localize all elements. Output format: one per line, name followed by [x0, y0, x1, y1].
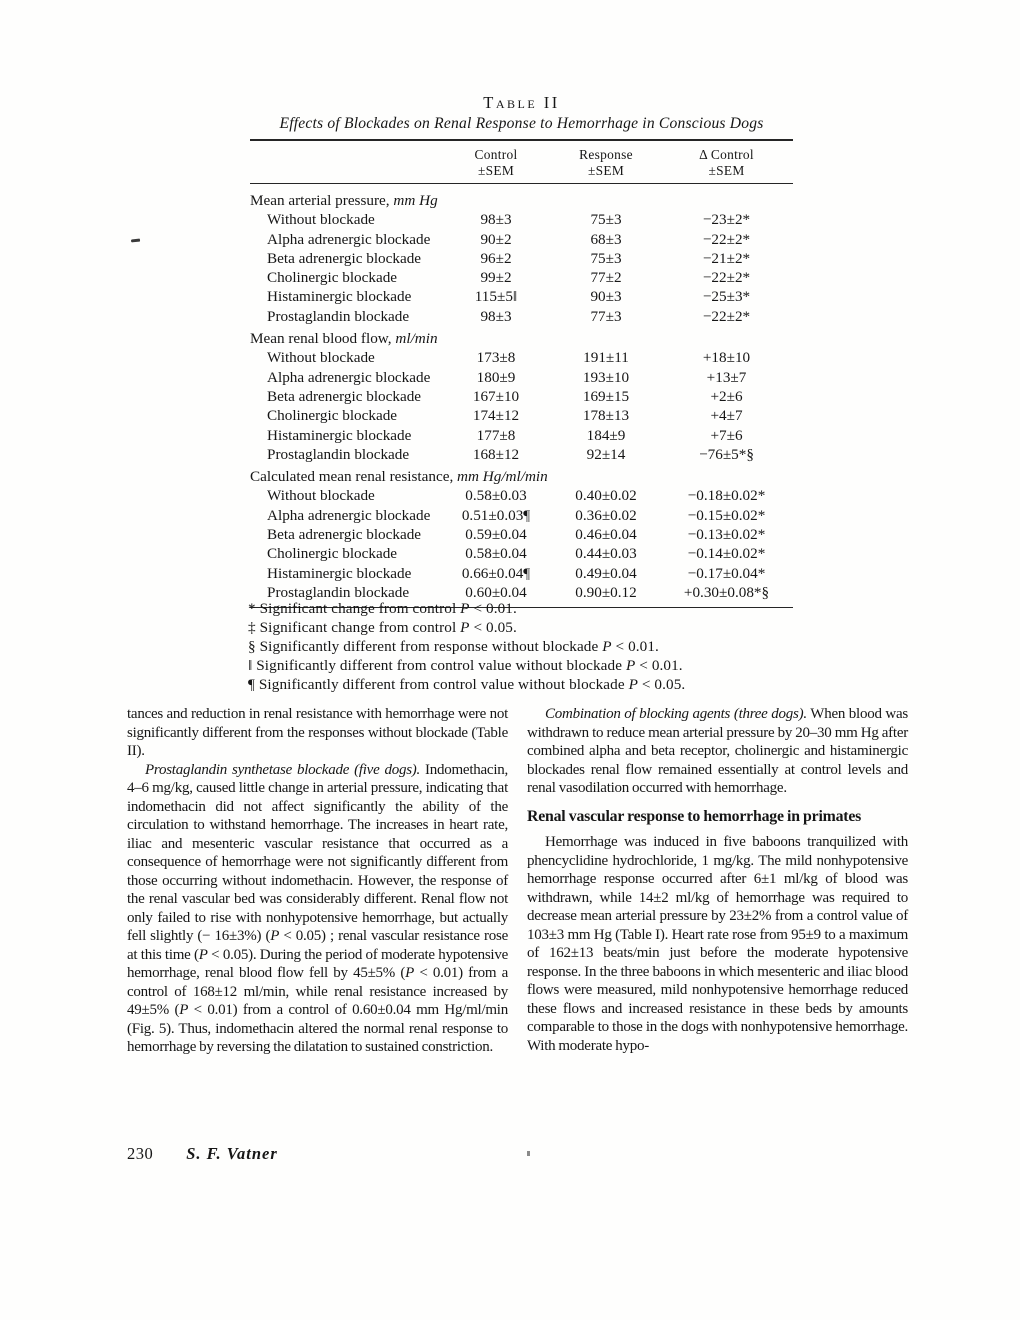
p-value-symbol: P [628, 675, 638, 693]
section-unit: ml/min [395, 330, 438, 348]
delta-control-value: +13±7 [706, 368, 747, 386]
p-value-symbol: P [602, 637, 612, 655]
column-header-delta-control [660, 147, 793, 178]
column-header-sem: ±SEM [708, 162, 745, 178]
table-row [250, 486, 793, 505]
delta-control-value: −25±3* [702, 288, 751, 306]
body-paragraph: Combination of blocking agents (three dogs). When blood was withdrawn to reduce mean arterial pressure by 20–30 mm Hg after combined alpha and beta receptor, cholinergic and histaminergic blockades renal flow remained essentially at control levels and renal vasodilation occurred with hemorrhage. [527, 706, 908, 796]
table-section-header: Mean arterial pressure, mm Hg [250, 192, 438, 209]
table-row [250, 387, 793, 406]
control-value: 174±12 [472, 407, 520, 425]
response-value: 92±14 [586, 445, 626, 463]
table-row [250, 426, 793, 445]
table-row [250, 268, 793, 287]
delta-control-value: +18±10 [702, 349, 751, 367]
table-subtitle: Effects of Blockades on Renal Response to Hemorrhage in Conscious Dogs [279, 115, 764, 132]
row-label: Alpha adrenergic blockade [267, 230, 431, 248]
delta-control-value: −0.18±0.02* [687, 487, 766, 505]
column-header-sem: ±SEM [477, 162, 515, 178]
table-header-row [250, 141, 793, 183]
row-label: Beta adrenergic blockade [267, 387, 422, 405]
footnote: § Significantly different from response without blockade P < 0.01. [248, 637, 659, 655]
footnote: ¶ Significantly different from control value without blockade P < 0.05. [248, 675, 686, 693]
delta-control-value: +4±7 [710, 407, 743, 425]
scan-speck [527, 1151, 530, 1156]
table-body [250, 184, 793, 604]
column-header-label: Control [474, 147, 518, 162]
p-value-symbol: P [625, 656, 636, 674]
table-row [250, 307, 793, 326]
control-value: 177±8 [476, 426, 516, 444]
response-value: 68±3 [590, 230, 622, 248]
table-row [250, 368, 793, 387]
row-label: Beta adrenergic blockade [267, 249, 422, 267]
response-value: 0.44±0.03 [575, 545, 637, 563]
table-row [250, 348, 793, 367]
table-section-header: Mean renal blood flow, ml/min [250, 330, 438, 348]
response-value: 0.90±0.12 [575, 583, 637, 601]
column-header-control [440, 147, 552, 178]
row-label: Without blockade [267, 487, 375, 505]
control-value: 167±10 [472, 387, 520, 405]
control-value: 0.58±0.03 [465, 487, 527, 505]
response-value: 0.40±0.02 [575, 487, 637, 505]
p-value-symbol: P [198, 946, 208, 963]
p-value-symbol: P [460, 600, 470, 617]
control-value: 173±8 [476, 349, 516, 367]
row-label: Histaminergic blockade [267, 288, 412, 306]
body-paragraph: tances and reduction in renal resistance with hemorrhage were not significantly different from the responses without blockade (Table II). [127, 706, 508, 759]
control-value: 0.60±0.04 [465, 583, 527, 601]
body-column-left [127, 705, 508, 1057]
row-label: Histaminergic blockade [267, 426, 412, 444]
response-value: 178±13 [582, 407, 630, 425]
author-name: S. F. Vatner [186, 1144, 278, 1163]
table-row [250, 210, 793, 229]
p-value-symbol: P [405, 965, 415, 981]
control-value: 0.51±0.03¶ [461, 506, 531, 524]
delta-control-value: −22±2* [702, 269, 751, 287]
control-value: 0.58±0.04 [465, 545, 527, 563]
control-value: 0.66±0.04¶ [461, 564, 531, 582]
response-value: 77±3 [590, 307, 622, 325]
row-label: Prostaglandin blockade [267, 445, 410, 463]
footnote: * Significant change from control P < 0.01. [248, 600, 517, 617]
table-row [250, 445, 793, 464]
control-value: 115±5‖ [474, 288, 518, 306]
table-row [250, 230, 793, 249]
italic-run-in: Prostaglandin synthetase blockade (five dogs). [145, 761, 421, 778]
control-value: 180±9 [476, 368, 516, 386]
delta-control-value: −0.15±0.02* [687, 506, 766, 524]
control-value: 0.59±0.04 [465, 526, 527, 544]
table-section [250, 188, 793, 210]
table-row [250, 406, 793, 425]
table-row [250, 287, 793, 306]
section-heading: Renal vascular response to hemorrhage in primates [527, 807, 862, 825]
table-2 [250, 94, 793, 608]
delta-control-value: −0.13±0.02* [687, 526, 766, 544]
p-value-symbol: P [460, 618, 470, 636]
footnote: ‡ Significant change from control P < 0.05. [248, 618, 517, 636]
row-label: Beta adrenergic blockade [267, 526, 422, 544]
column-header-label: Δ Control [699, 147, 754, 162]
control-value: 96±2 [480, 249, 512, 267]
row-label: Alpha adrenergic blockade [267, 368, 431, 386]
body-paragraph: Hemorrhage was induced in five baboons tranquilized with phencyclidine hydrochloride, 1 mg/kg. The mild nonhypotensive hemorrhage response occurred after 6±1 ml/kg of blood was withdrawn, while 14±2 ml/kg of hemorrhage was required to decrease mean arterial pressure by 23±2% from a control value of 103±3 mm Hg (Table I). Heart rate rose from 95±9 to a maximum of 162±13 beats/min just before the moderate hypotensive response. In the three baboons in which mesenteric and iliac blood flows were measured, mild nonhypotensive hemorrhage reduced these flows and increased resistance in these beds by amounts comparable to those in the dogs with nonhypotensive hemorrhage. With moderate hypo- [527, 834, 908, 1054]
table-section [250, 464, 793, 486]
row-label: Alpha adrenergic blockade [267, 506, 431, 524]
column-header-label: Response [579, 147, 633, 162]
page-number: 230 [127, 1144, 154, 1163]
stub-header [250, 147, 440, 178]
response-value: 184±9 [586, 426, 626, 444]
control-value: 98±3 [480, 307, 512, 325]
row-label: Without blockade [267, 349, 375, 367]
row-label: Without blockade [267, 211, 375, 229]
italic-run-in: Combination of blocking agents (three dogs). [545, 706, 807, 722]
response-value: 193±10 [582, 368, 630, 386]
p-value-symbol: P [179, 1002, 189, 1018]
response-value: 75±3 [590, 249, 622, 267]
table-row [250, 544, 793, 563]
delta-control-value: −21±2* [702, 249, 751, 267]
delta-control-value: +0.30±0.08*§ [683, 583, 770, 601]
control-value: 168±12 [472, 445, 520, 463]
column-header-sem: ±SEM [587, 162, 625, 178]
body-paragraph: Prostaglandin synthetase blockade (five dogs). Indomethacin, 4–6 mg/kg, caused little change in arterial pressure, indicating that indomethacin did not affect significantly the ability of the circulation to withstand hemorrhage. The increases in heart rate, iliac and mesenteric vascular resistance that occurred as a consequence of hemorrhage were not significantly different from those occurring without indomethacin. However, the response of the renal vascular bed was considerably different. Renal flow not only failed to rise with nonhypotensive hemorrhage, but actually fell slightly (− 16±3%) (P < 0.05) ; renal vascular resistance rose at this time (P < 0.05). During the period of moderate hypotensive hemorrhage, renal blood flow fell by 45±5% (P < 0.01) from a control of 168±12 ml/min, while renal resistance increased by 49±5% (P < 0.01) from a control of 0.60±0.04 mm Hg/ml/min (Fig. 5). Thus, indomethacin altered the normal renal response to hemorrhage by reversing the dilatation to sustained constriction. [127, 761, 508, 1055]
p-value-symbol: P [270, 928, 280, 944]
control-value: 90±2 [480, 230, 512, 248]
body-column-right [527, 705, 908, 1055]
response-value: 191±11 [583, 349, 629, 367]
response-value: 0.36±0.02 [575, 506, 637, 524]
page-footer [127, 1144, 278, 1164]
delta-control-value: −22±2* [702, 307, 751, 325]
table-footnotes [248, 600, 848, 695]
response-value: 169±15 [582, 387, 630, 405]
table-section [250, 326, 793, 348]
table-row [250, 506, 793, 525]
response-value: 0.46±0.04 [575, 526, 637, 544]
section-unit: mm Hg/ml/min [457, 468, 548, 486]
row-label: Cholinergic blockade [267, 407, 398, 425]
response-value: 75±3 [590, 211, 622, 229]
response-value: 77±2 [590, 269, 622, 287]
table-row [250, 525, 793, 544]
table-section-header: Calculated mean renal resistance, mm Hg/ml/min [250, 468, 548, 486]
footnote: ‖ Significantly different from control value without blockade P < 0.01. [248, 656, 683, 674]
delta-control-value: −23±2* [702, 211, 751, 229]
row-label: Cholinergic blockade [267, 269, 398, 287]
table-row [250, 564, 793, 583]
section-unit: mm Hg [393, 192, 438, 209]
delta-control-value: −22±2* [702, 230, 751, 248]
row-label: Prostaglandin blockade [267, 583, 410, 601]
delta-control-value: −0.17±0.04* [687, 564, 766, 582]
response-value: 90±3 [590, 288, 622, 306]
table-title: Table II [483, 93, 560, 112]
delta-control-value: +2±6 [710, 387, 743, 405]
row-label: Prostaglandin blockade [267, 307, 410, 325]
response-value: 0.49±0.04 [575, 564, 637, 582]
control-value: 98±3 [480, 211, 512, 229]
margin-mark [131, 239, 140, 243]
row-label: Histaminergic blockade [267, 564, 412, 582]
delta-control-value: −0.14±0.02* [687, 545, 766, 563]
delta-control-value: +7±6 [710, 426, 743, 444]
table-row [250, 249, 793, 268]
column-header-response [552, 147, 660, 178]
delta-control-value: −76±5*§ [699, 445, 754, 463]
row-label: Cholinergic blockade [267, 545, 398, 563]
control-value: 99±2 [480, 269, 512, 287]
